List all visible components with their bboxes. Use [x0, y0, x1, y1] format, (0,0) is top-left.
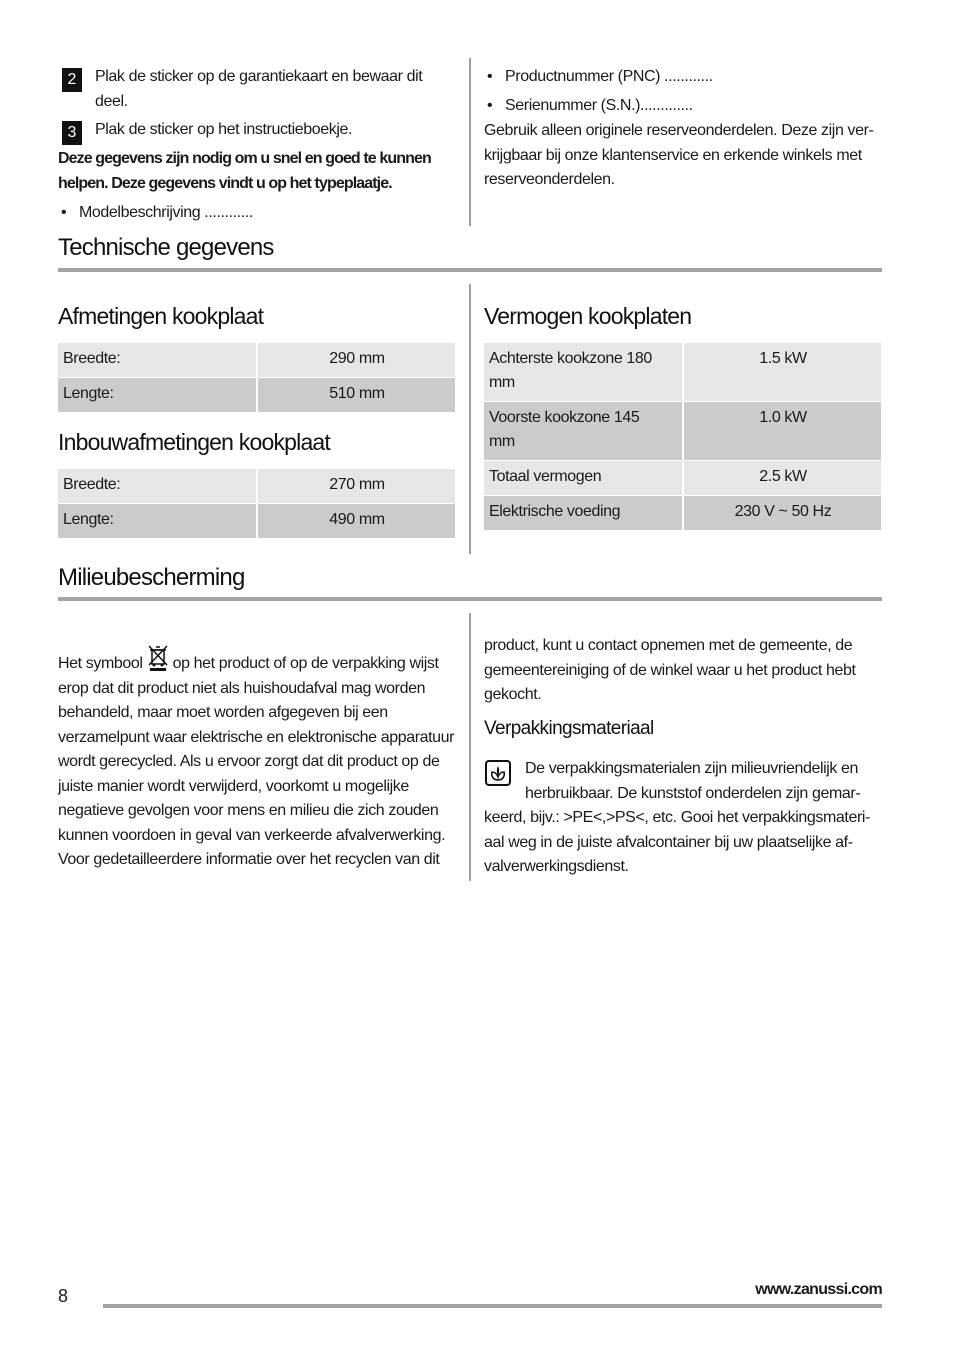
spare-parts-text: Gebruik alleen originele reserveonderdelen. Deze zijn ver- krijgbaar bij onze klantenservice en erkende winkels met reserveonderdelen.: [484, 122, 874, 188]
milieu-right-text: product, kunt u contact opnemen met de gemeente, de gemeentereiniging of de winkel waar u het product hebt gekocht.: [484, 637, 856, 703]
vermogen-voeding-value: 230 V ~ 50 Hz: [683, 496, 881, 531]
footer-rule: [103, 1304, 882, 1308]
vermogen-title: Vermogen kookplaten: [484, 303, 692, 329]
vermogen-totaal-label: Totaal vermogen: [484, 461, 683, 496]
inbouw-title: Inbouwafmetingen kookplaat: [58, 429, 331, 455]
crossed-bin-icon: [148, 645, 168, 671]
verpakking-text-indented: De verpakkingsmaterialen zijn milieuvriendelijk en herbruikbaar. De kunststof onderdelen zijn gemar-: [525, 760, 861, 802]
bullet-pnc: • Productnummer (PNC) ............: [505, 65, 713, 90]
vermogen-achterste-value: 1.5 kW: [683, 343, 881, 402]
vermogen-voorste-value: 1.0 kW: [683, 402, 881, 461]
table-row: [484, 402, 881, 461]
step-2-text: Plak de sticker op de garantiekaart en bewaar dit deel.: [95, 68, 423, 110]
bullet-model: • Modelbeschrijving ............: [79, 201, 253, 226]
afmetingen-title: Afmetingen kookplaat: [58, 303, 264, 329]
table-row: [58, 504, 455, 539]
column-divider-milieu: [469, 613, 471, 881]
vermogen-totaal-value: 2.5 kW: [683, 461, 881, 496]
inbouw-table: [58, 469, 455, 539]
intro-bold-text: Deze gegevens zijn nodig om u snel en goed te kunnen helpen. Deze gegevens vindt u op het typeplaatje.: [58, 150, 431, 192]
inbouw-lengte-label: Lengte:: [58, 504, 257, 539]
section-rule-milieu: [58, 597, 882, 601]
afmetingen-table: [58, 343, 455, 413]
recycle-packaging-icon: [485, 760, 511, 786]
step-number-3: 3: [62, 121, 82, 145]
inbouw-breedte-value: 270 mm: [257, 469, 455, 504]
step-number-2: 2: [62, 68, 82, 92]
website-link[interactable]: www.zanussi.com: [755, 1281, 882, 1298]
section-title-technische-gegevens: Technische gegevens: [58, 234, 274, 261]
table-row: [58, 343, 455, 378]
vermogen-voeding-label: Elektrische voeding: [484, 496, 683, 531]
table-row: [484, 496, 881, 531]
inbouw-lengte-value: 490 mm: [257, 504, 455, 539]
step-3-text: Plak de sticker op het instructieboekje.: [95, 121, 353, 138]
column-divider-specs: [469, 284, 471, 554]
table-row: [58, 469, 455, 504]
milieu-left-text: Het symbool op het product of op de verpakking wijst erop dat dit product niet als huishoudafval mag worden behandeld, maar moet worden afgegeven bij een verzamelpunt waar elektrische en elektronische apparatuur wordt gerecycled. Als u ervoor zorgt dat dit product op de juiste manier wordt verwijderd, voorkomt u mogelijke negatieve gevolgen voor mens en milieu die zich zouden kunnen voordoen in geval van verkeerde afvalverwerking. Voor gedetailleerdere informatie over het recyclen van dit: [58, 645, 463, 873]
vermogen-voorste-label: Voorste kookzone 145 mm: [484, 402, 683, 461]
section-title-milieubescherming: Milieubescherming: [58, 564, 245, 591]
column-divider-top: [469, 58, 471, 226]
vermogen-achterste-label: Achterste kookzone 180 mm: [484, 343, 683, 402]
table-row: [484, 461, 881, 496]
afmetingen-breedte-label: Breedte:: [58, 343, 257, 378]
inbouw-breedte-label: Breedte:: [58, 469, 257, 504]
section-rule-technische: [58, 268, 882, 272]
afmetingen-breedte-value: 290 mm: [257, 343, 455, 378]
table-row: [58, 378, 455, 413]
page-number: 8: [58, 1286, 68, 1306]
afmetingen-lengte-label: Lengte:: [58, 378, 257, 413]
vermogen-table: [484, 343, 881, 531]
bullet-sn: • Serienummer (S.N.).............: [505, 94, 693, 119]
verpakking-text: keerd, bijv.: >PE<,>PS<, etc. Gooi het verpakkingsmateri- aal weg in de juiste afvalcontainer bij uw plaatselijke af- valverwerkingsdienst.: [484, 809, 870, 875]
table-row: [484, 343, 881, 402]
verpakking-title: Verpakkingsmateriaal: [484, 718, 654, 739]
afmetingen-lengte-value: 510 mm: [257, 378, 455, 413]
